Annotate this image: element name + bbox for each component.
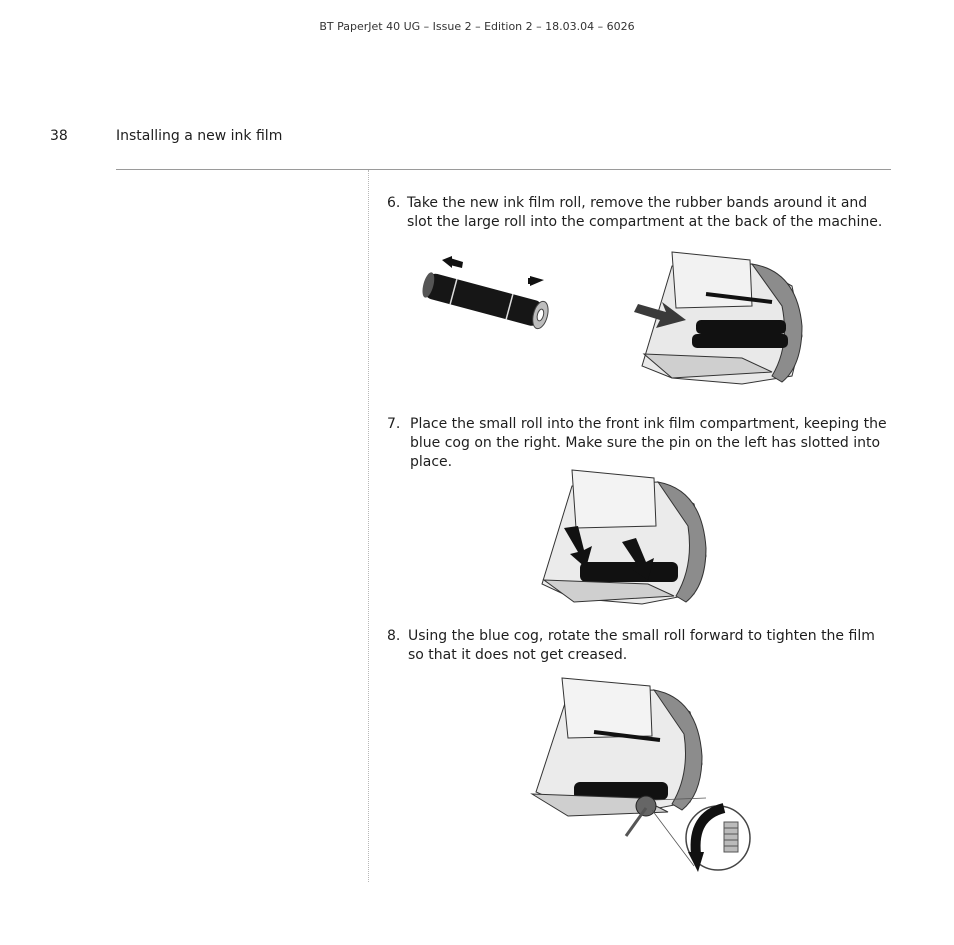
step-number: 8. (387, 628, 401, 644)
step-text: Take the new ink film roll, remove the rubber bands around it and slot the large roll into the compartment at the back of the machine. (407, 195, 883, 230)
step-text: Place the small roll into the front ink film compartment, keeping the blue cog on the right. Make sure the pin on the left has slotted into place. (410, 416, 887, 470)
step-6 (387, 194, 892, 232)
machine-cog-rotation-illustration (528, 676, 756, 881)
step-8 (387, 627, 892, 665)
page-number: 38 (50, 128, 68, 144)
machine-back-compartment-illustration (632, 246, 807, 388)
machine-front-compartment-illustration (538, 468, 710, 608)
section-title: Installing a new ink film (116, 128, 283, 144)
ink-film-roll-illustration (418, 252, 558, 342)
header-rule (116, 169, 891, 170)
step-7 (387, 415, 892, 472)
step-number: 7. (387, 416, 401, 432)
column-divider (368, 170, 369, 882)
step-text: Using the blue cog, rotate the small roll forward to tighten the film so that it does not get creased. (408, 628, 875, 663)
document-header: BT PaperJet 40 UG – Issue 2 – Edition 2 – 18.03.04 – 6026 (319, 20, 635, 33)
step-number: 6. (387, 195, 401, 211)
